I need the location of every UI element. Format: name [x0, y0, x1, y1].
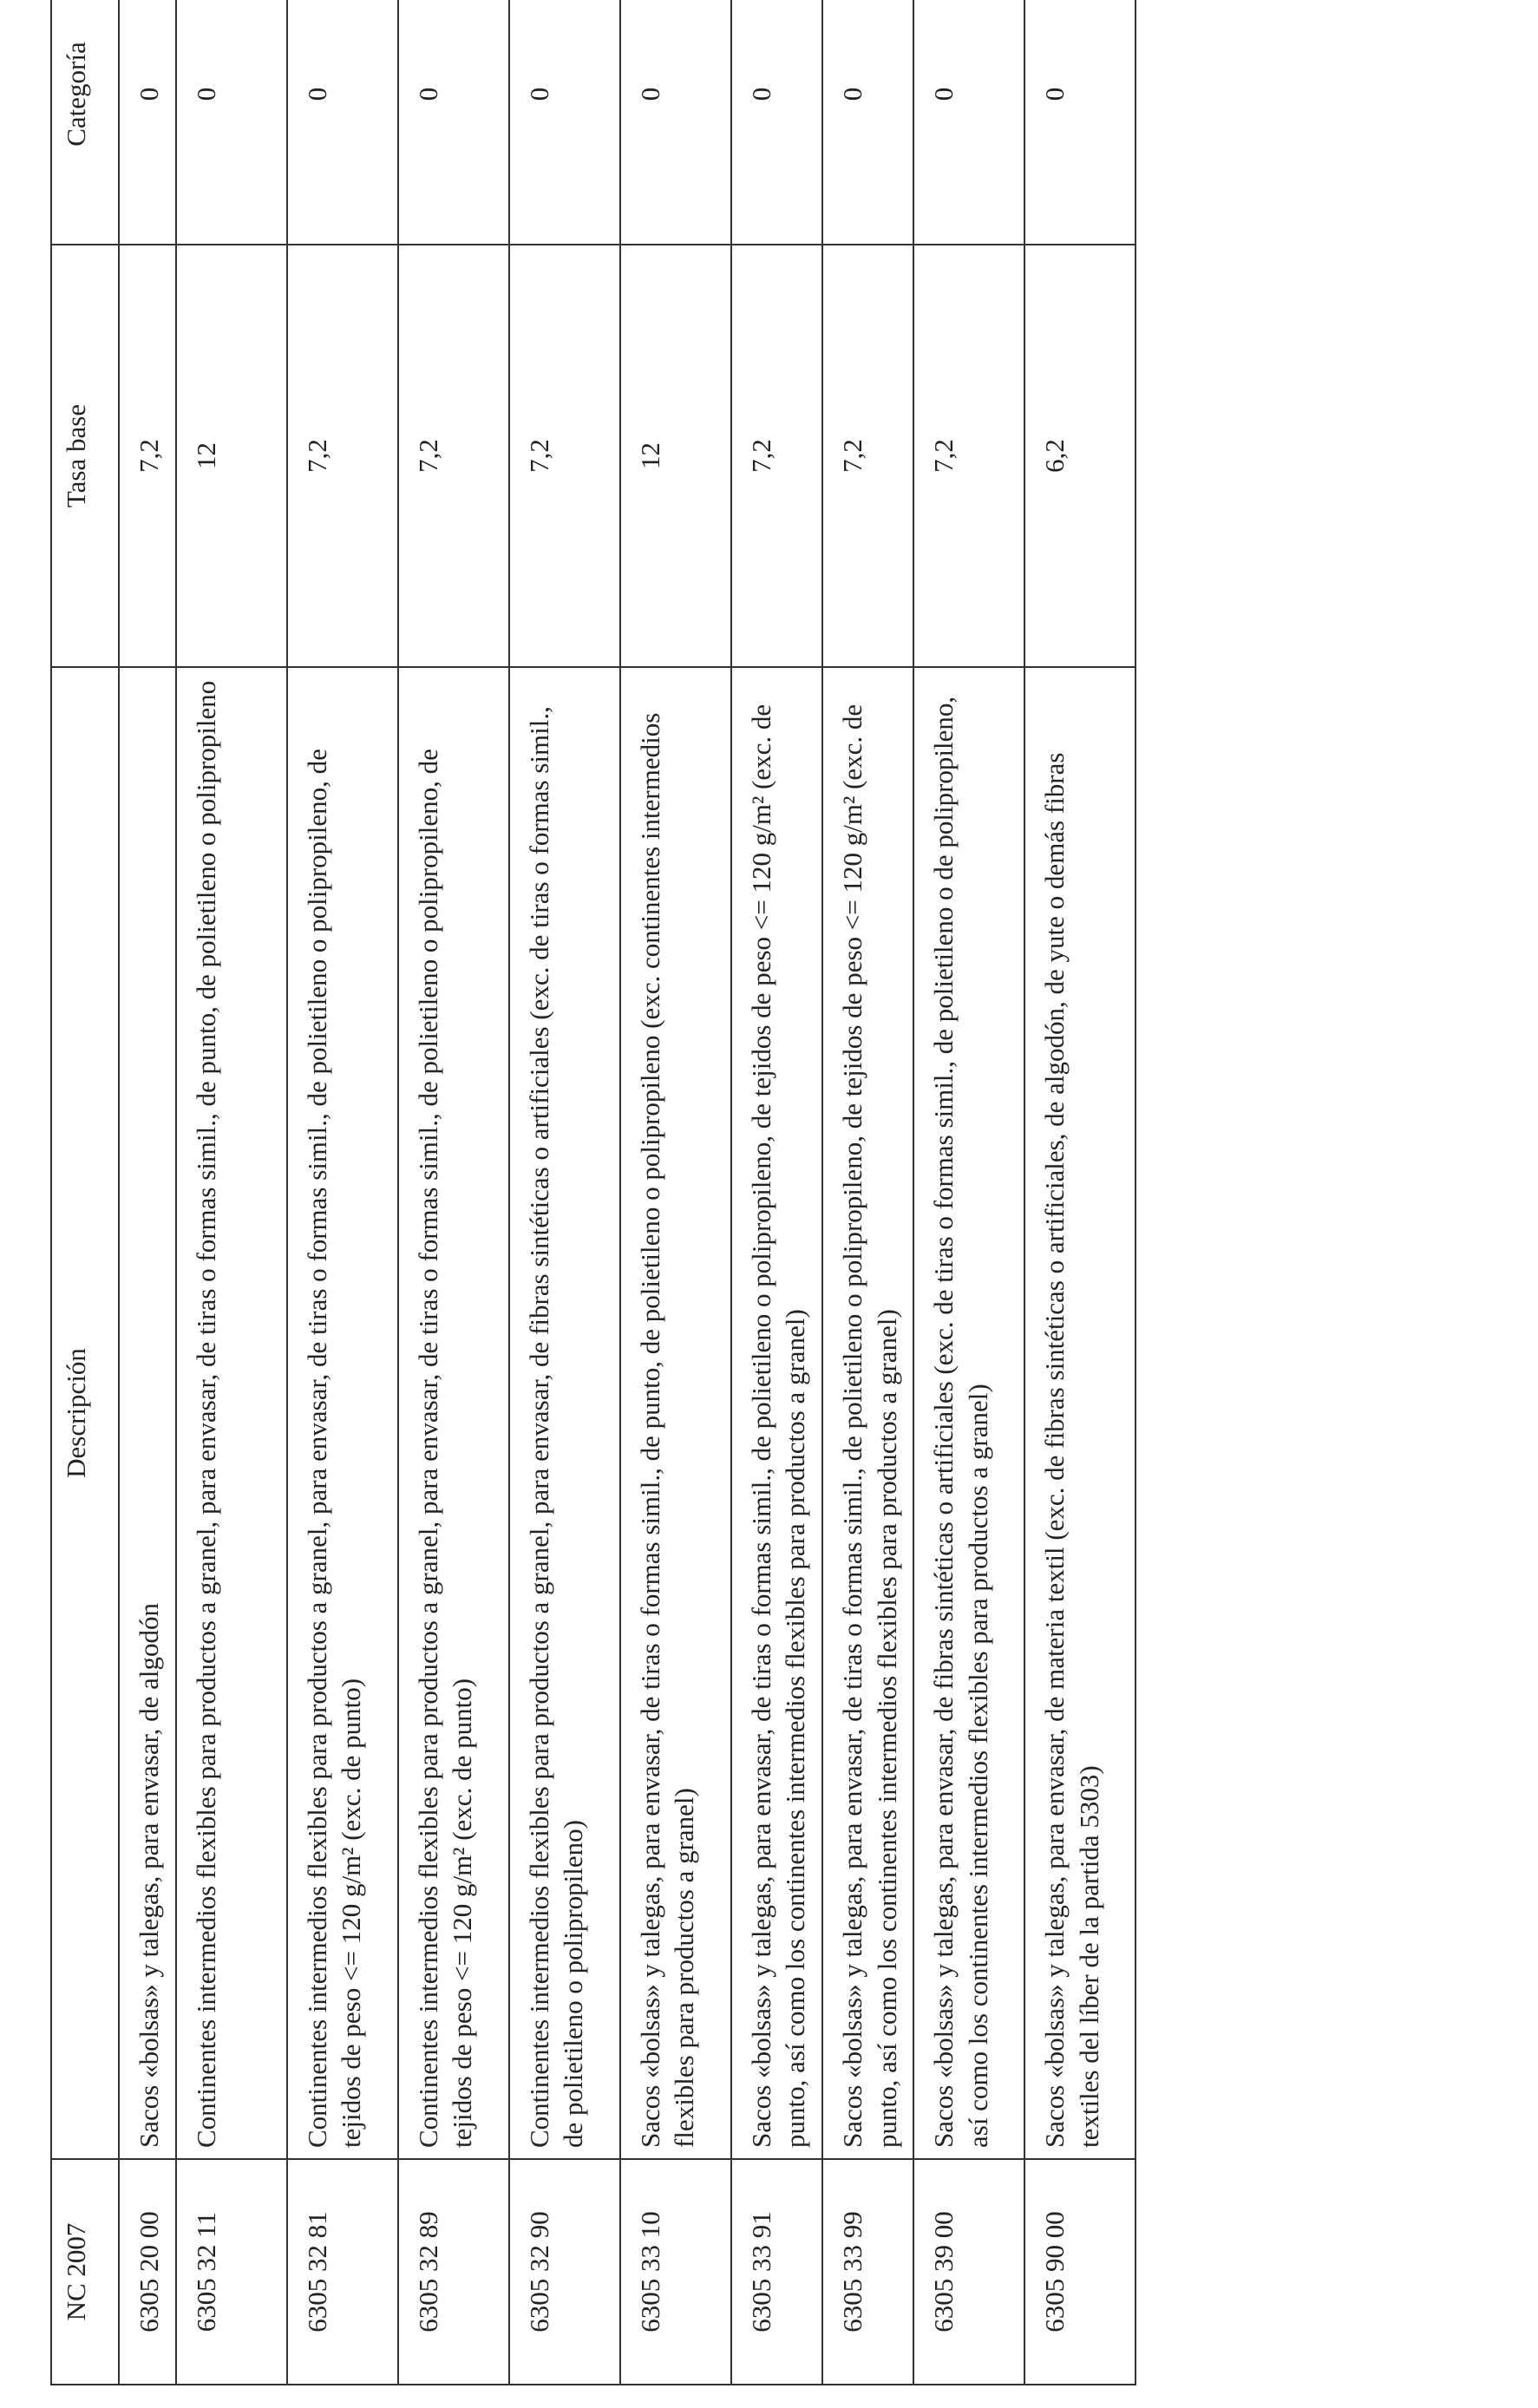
description: Sacos «bolsas» y talegas, para envasar, de materia textil (exc. de fibras sintéticas o artificiales, de algodón, de yute o demás fibras textiles del líber de la partida 5303) — [1024, 667, 1136, 2159]
category: 0 — [822, 0, 913, 245]
table-row — [1024, 0, 1136, 2385]
category: 0 — [509, 0, 620, 245]
base-rate: 6,2 — [1024, 245, 1136, 667]
description: Continentes intermedios flexibles para productos a granel, para envasar, de tiras o formas simil., de punto, de polietileno o polipropileno — [176, 667, 287, 2159]
table-row — [731, 0, 822, 2385]
category: 0 — [731, 0, 822, 245]
nc-code: 6305 33 99 — [822, 2159, 913, 2385]
category: 0 — [398, 0, 509, 245]
category: 0 — [913, 0, 1024, 245]
base-rate: 12 — [620, 245, 731, 667]
base-rate: 7,2 — [509, 245, 620, 667]
description: Sacos «bolsas» y talegas, para envasar, de tiras o formas simil., de punto, de polietileno o polipropileno (exc. continentes intermedios flexibles para productos a granel) — [620, 667, 731, 2159]
category: 0 — [620, 0, 731, 245]
table-row — [620, 0, 731, 2385]
base-rate: 7,2 — [398, 245, 509, 667]
description: Continentes intermedios flexibles para productos a granel, para envasar, de fibras sintéticas o artificiales (exc. de tiras o formas simil., de polietileno o polipropileno) — [509, 667, 620, 2159]
base-rate: 7,2 — [731, 245, 822, 667]
nc-code: 6305 90 00 — [1024, 2159, 1136, 2385]
base-rate: 7,2 — [913, 245, 1024, 667]
description: Sacos «bolsas» y talegas, para envasar, de algodón — [119, 667, 176, 2159]
header-nc: NC 2007 — [51, 2159, 119, 2385]
base-rate: 7,2 — [287, 245, 398, 667]
description: Sacos «bolsas» y talegas, para envasar, de fibras sintéticas o artificiales (exc. de tiras o formas simil., de polietileno o de polipropileno, así como los continentes intermedios flexibles para productos a granel) — [913, 667, 1024, 2159]
nc-code: 6305 39 00 — [913, 2159, 1024, 2385]
table-row — [119, 0, 176, 2385]
table-row — [913, 0, 1024, 2385]
header-base-rate: Tasa base — [51, 245, 119, 667]
nc-code: 6305 33 91 — [731, 2159, 822, 2385]
nc-code: 6305 32 11 — [176, 2159, 287, 2385]
table-row — [822, 0, 913, 2385]
description: Sacos «bolsas» y talegas, para envasar, de tiras o formas simil., de polietileno o polipropileno, de tejidos de peso <= 120 g/m² (exc. de punto, así como los continentes intermedios flexibles para productos a granel) — [731, 667, 822, 2159]
table-row — [398, 0, 509, 2385]
category: 0 — [119, 0, 176, 245]
nc-code: 6305 20 00 — [119, 2159, 176, 2385]
nc-code: 6305 32 90 — [509, 2159, 620, 2385]
nc-code: 6305 32 81 — [287, 2159, 398, 2385]
base-rate: 7,2 — [822, 245, 913, 667]
base-rate: 7,2 — [119, 245, 176, 667]
category: 0 — [1024, 0, 1136, 245]
base-rate: 12 — [176, 245, 287, 667]
nc-code: 6305 32 89 — [398, 2159, 509, 2385]
category: 0 — [287, 0, 398, 245]
header-description: Descripción — [51, 667, 119, 2159]
nc-code: 6305 33 10 — [620, 2159, 731, 2385]
tariff-table — [50, 0, 1136, 2385]
description: Continentes intermedios flexibles para productos a granel, para envasar, de tiras o formas simil., de polietileno o polipropileno, de tejidos de peso <= 120 g/m² (exc. de punto) — [398, 667, 509, 2159]
header-row — [51, 0, 119, 2385]
description: Sacos «bolsas» y talegas, para envasar, de tiras o formas simil., de polietileno o polipropileno, de tejidos de peso <= 120 g/m² (exc. de punto, así como los continentes intermedios flexibles para productos a granel) — [822, 667, 913, 2159]
table-row — [287, 0, 398, 2385]
header-category: Categoría — [51, 0, 119, 245]
category: 0 — [176, 0, 287, 245]
table-row — [176, 0, 287, 2385]
table-row — [509, 0, 620, 2385]
description: Continentes intermedios flexibles para productos a granel, para envasar, de tiras o formas simil., de polietileno o polipropileno, de tejidos de peso <= 120 g/m² (exc. de punto) — [287, 667, 398, 2159]
